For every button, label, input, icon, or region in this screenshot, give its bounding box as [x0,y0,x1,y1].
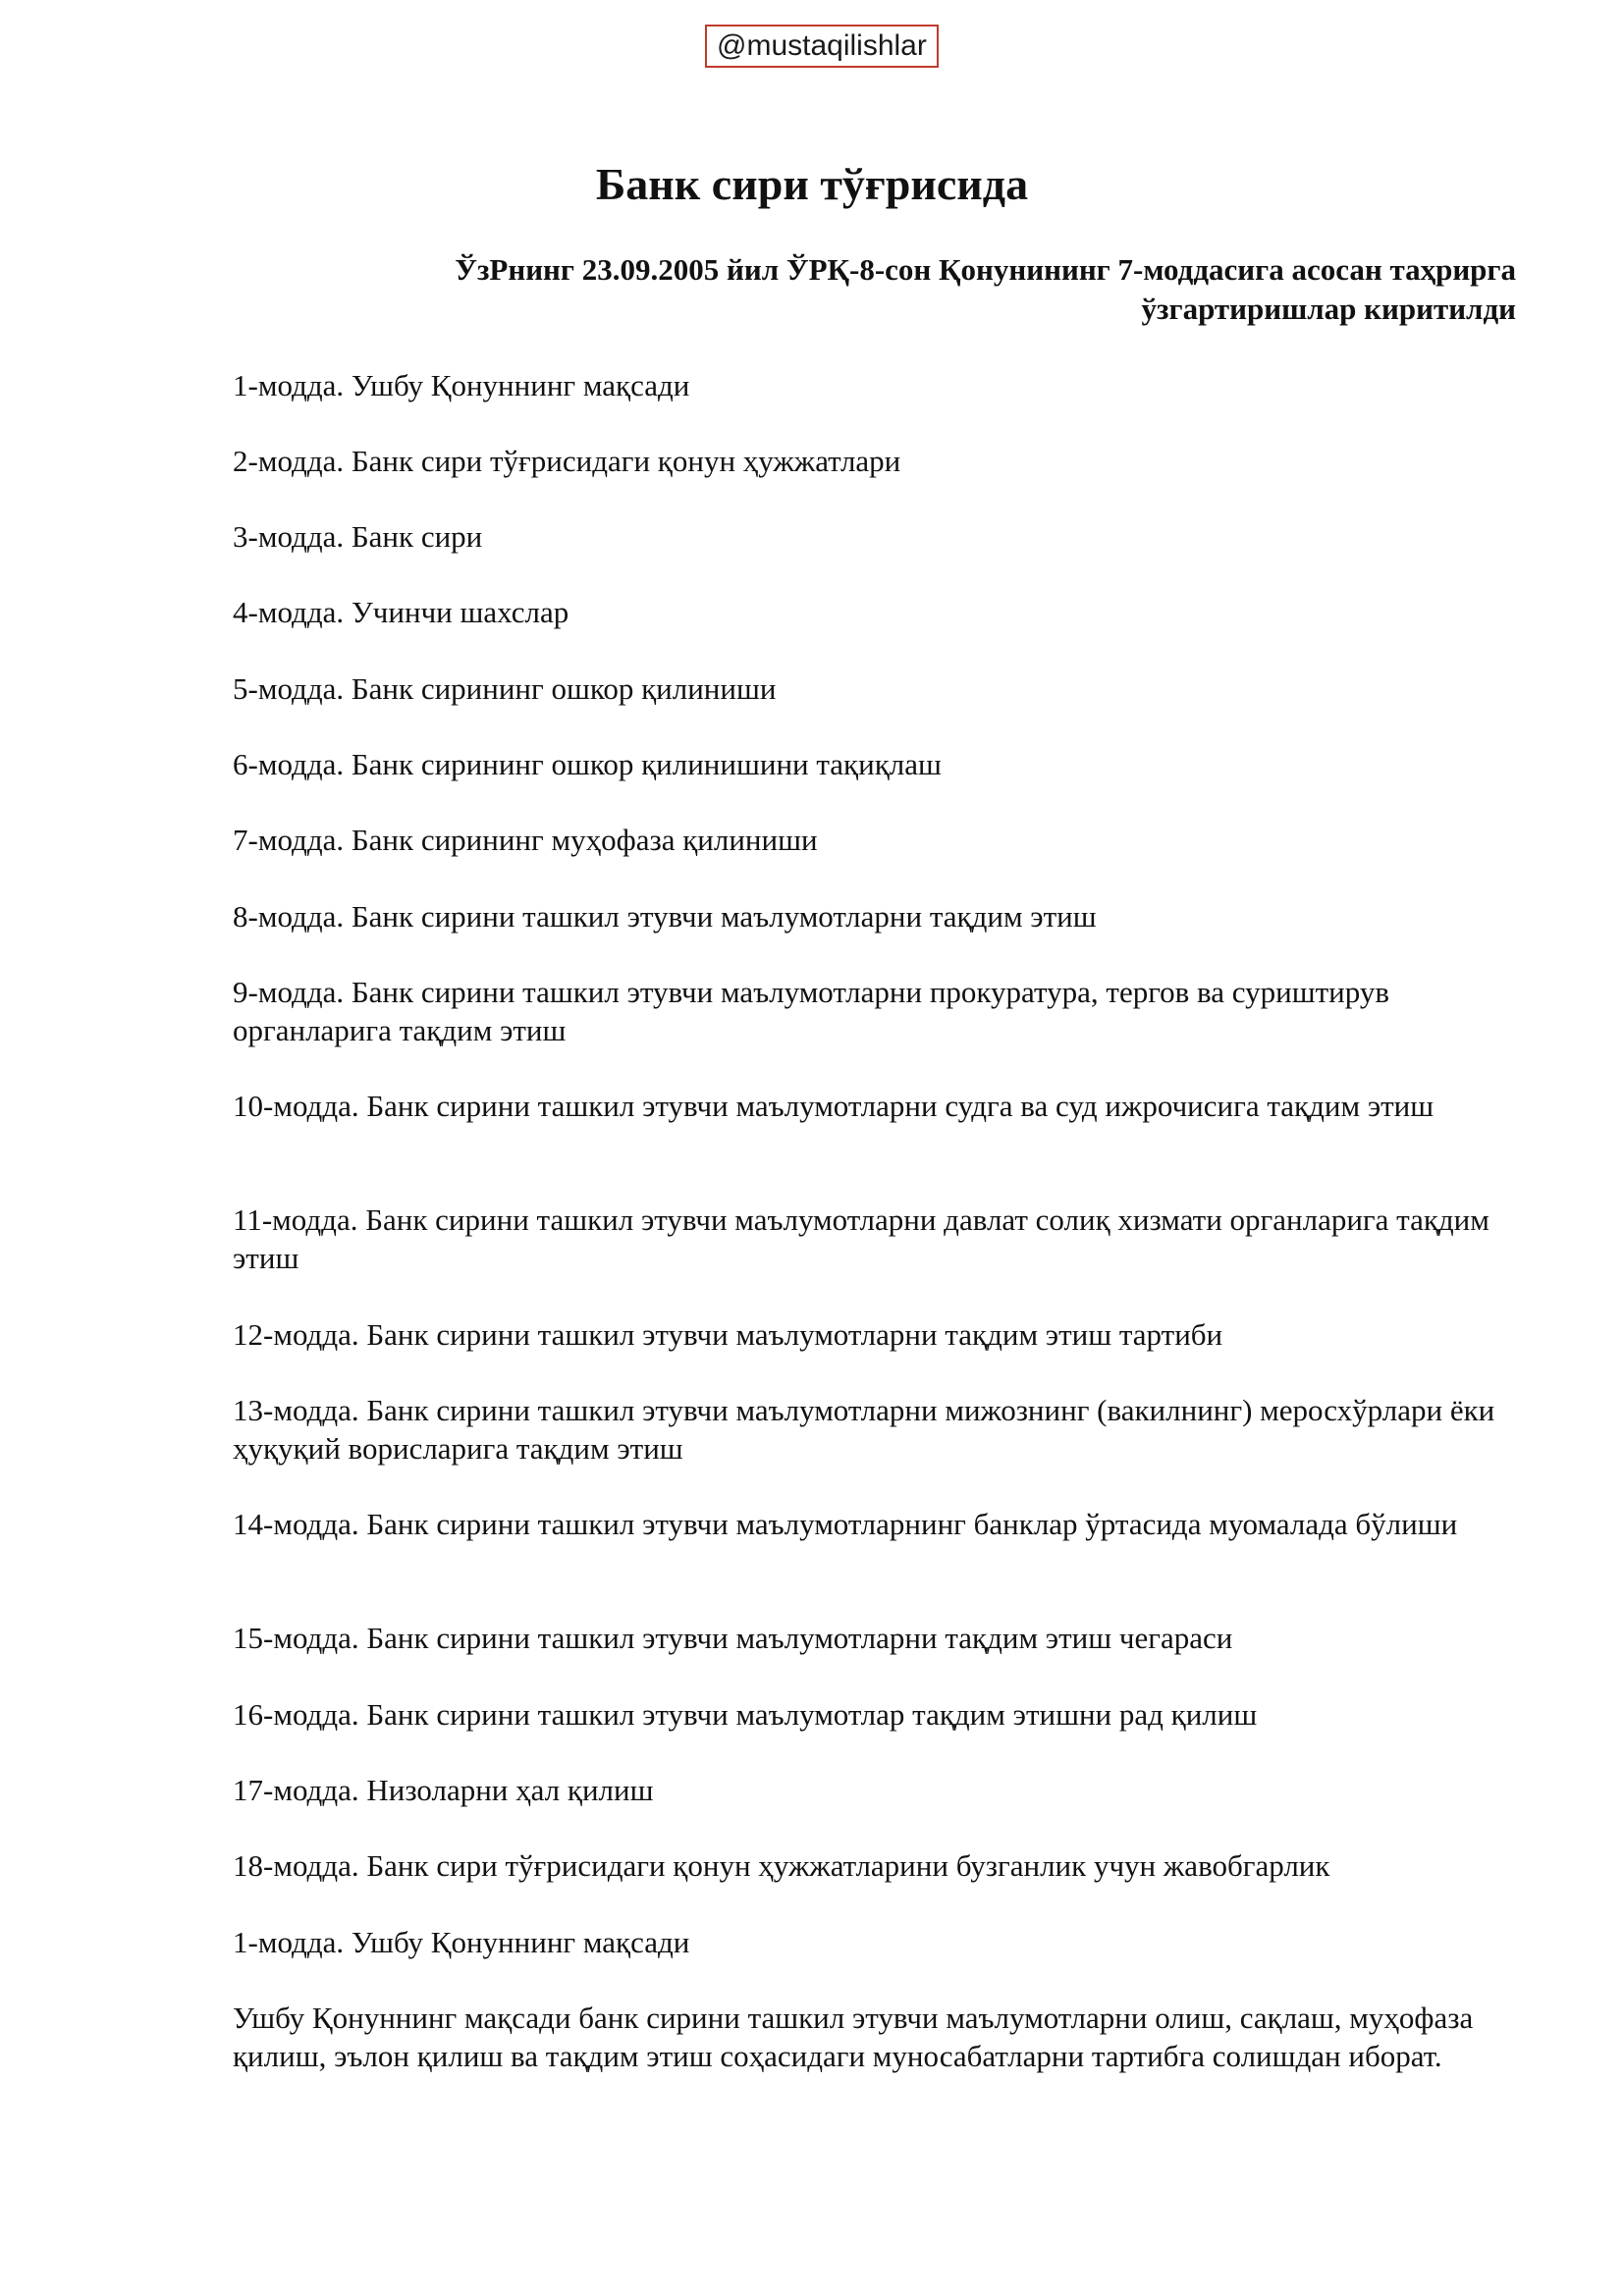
amendment-note [338,250,1516,329]
toc-item: 2-модда. Банк сири тўғрисидаги қонун ҳужжатлари [233,444,901,478]
toc-item: 9-модда. Банк сирини ташкил этувчи маълумотларни прокуратура, тергов ва суриштирув органларига тақдим этиш [233,975,1389,1047]
toc-item: 15-модда. Банк сирини ташкил этувчи маълумотларни тақдим этиш чегараси [233,1621,1233,1655]
toc-item: 1-модда. Ушбу Қонуннинг мақсади [233,368,690,402]
toc-item: 7-модда. Банк сирининг муҳофаза қилиниши [233,823,818,857]
toc-item: 5-модда. Банк сирининг ошкор қилиниши [233,671,777,706]
toc-item: 16-модда. Банк сирини ташкил этувчи маълумотлар тақдим этишни рад қилиш [233,1697,1258,1732]
toc-item: 6-модда. Банк сирининг ошкор қилинишини тақиқлаш [233,747,942,781]
toc-item: 11-модда. Банк сирини ташкил этувчи маълумотларни давлат солиқ хизмати органларига тақдим этиш [233,1202,1489,1275]
article-1-heading: 1-модда. Ушбу Қонуннинг мақсади [233,1925,690,1959]
toc-item: 12-модда. Банк сирини ташкил этувчи маълумотларни тақдим этиш тартиби [233,1317,1223,1352]
toc-item: 18-модда. Банк сири тўғрисидаги қонун ҳужжатларини бузганлик учун жавобгарлик [233,1848,1330,1883]
toc-item: 3-модда. Банк сири [233,519,483,554]
watermark-stamp: @mustaqilishlar [705,25,939,68]
toc-item: 14-модда. Банк сирини ташкил этувчи маълумотларнинг банклар ўртасида муомалада бўлиши [233,1507,1458,1541]
amendment-note-line-2: ўзгартиришлар киритилди [1141,292,1516,326]
toc-item: 17-модда. Низоларни ҳал қилиш [233,1773,654,1807]
amendment-note-line-1: ЎзРнинг 23.09.2005 йил ЎРҚ-8-сон Қонунининг 7-моддасига асосан таҳрирга [455,252,1516,287]
document-title: Банк сири тўғрисида [595,159,1029,209]
toc-item: 13-модда. Банк сирини ташкил этувчи маълумотларни мижознинг (вакилнинг) меросхўрлари ёки ҳуқуқий ворисларига тақдим этиш [233,1393,1495,1466]
toc-item: 4-модда. Учинчи шахслар [233,595,569,629]
toc-item: 10-модда. Банк сирини ташкил этувчи маълумотларни судга ва суд ижрочисига тақдим этиш [233,1089,1435,1123]
article-1-body: Ушбу Қонуннинг мақсади банк сирини ташкил этувчи маълумотларни олиш, сақлаш, муҳофаза қилиш, эълон қилиш ва тақдим этиш соҳасидаги муносабатларни тартибга солишдан иборат. [233,2001,1474,2073]
toc-item: 8-модда. Банк сирини ташкил этувчи маълумотларни тақдим этиш [233,899,1097,934]
